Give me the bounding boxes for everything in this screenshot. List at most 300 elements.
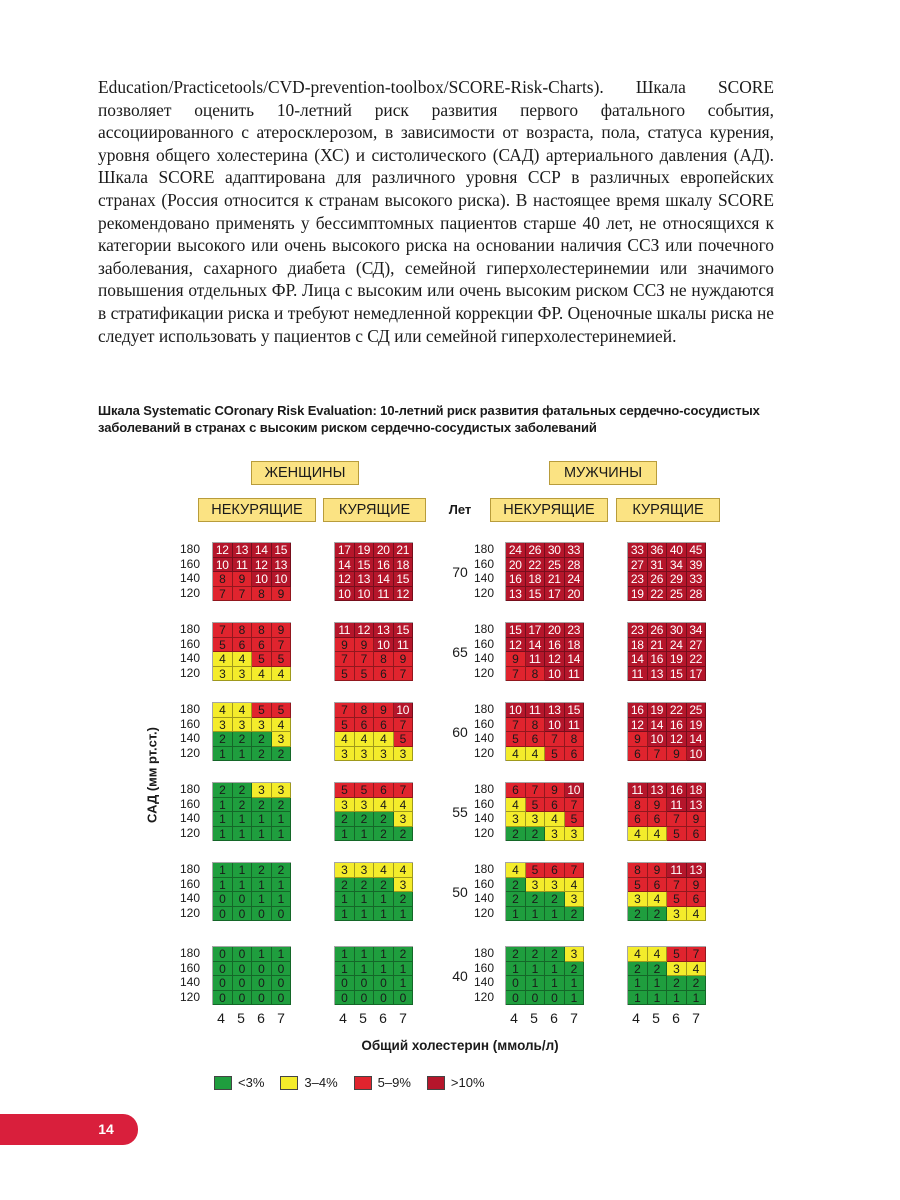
risk-cell: 4 [272,667,292,682]
risk-cell: 3 [394,812,414,827]
sbp-tick: 180 [179,542,200,556]
risk-cell: 1 [355,962,375,977]
sbp-tick: 140 [473,571,494,585]
figure-caption: Шкала Systematic COronary Risk Evaluation: 10-летний риск развития фатальных сердечно-сосудистых заболеваний в странах с высоким риском сердечно-сосудистых заболеваний [98,403,760,435]
risk-cell: 28 [565,558,585,573]
risk-cell: 7 [335,652,355,667]
risk-cell: 10 [335,587,355,602]
risk-cell: 18 [628,638,648,653]
sbp-tick: 140 [473,811,494,825]
risk-cell: 1 [335,962,355,977]
risk-cell: 8 [252,587,272,602]
sbp-tick: 180 [179,702,200,716]
risk-cell: 8 [213,572,233,587]
risk-cell: 11 [374,587,394,602]
age-label: 55 [452,804,468,820]
chol-tick: 6 [550,1010,558,1026]
risk-cell: 9 [233,572,253,587]
risk-cell: 1 [545,976,565,991]
risk-grid [212,622,291,681]
risk-cell: 1 [355,827,375,842]
risk-cell: 2 [506,947,526,962]
men-nonsmoking-label: НЕКУРЯЩИЕ [490,498,608,522]
risk-cell: 3 [272,732,292,747]
risk-cell: 0 [272,976,292,991]
risk-cell: 22 [687,652,707,667]
risk-cell: 4 [628,947,648,962]
risk-cell: 28 [687,587,707,602]
risk-cell: 5 [355,667,375,682]
risk-cell: 2 [355,878,375,893]
risk-cell: 2 [565,962,585,977]
risk-cell: 19 [648,703,668,718]
risk-cell: 2 [272,798,292,813]
risk-cell: 4 [374,863,394,878]
risk-cell: 6 [506,783,526,798]
risk-cell: 13 [355,572,375,587]
risk-cell: 22 [526,558,546,573]
risk-cell: 22 [667,703,687,718]
risk-cell: 0 [335,976,355,991]
sbp-tick: 140 [473,975,494,989]
risk-cell: 7 [667,812,687,827]
risk-cell: 13 [374,623,394,638]
risk-cell: 1 [335,947,355,962]
risk-cell: 21 [545,572,565,587]
risk-cell: 0 [355,976,375,991]
sbp-labels [172,782,200,840]
risk-cell: 17 [687,667,707,682]
risk-cell: 23 [565,623,585,638]
risk-cell: 11 [628,783,648,798]
risk-cell: 1 [335,907,355,922]
legend-label: <3% [238,1075,265,1090]
risk-cell: 9 [355,638,375,653]
risk-cell: 0 [233,892,253,907]
chol-ticks [626,1010,706,1026]
risk-cell: 15 [355,558,375,573]
risk-cell: 1 [213,812,233,827]
risk-cell: 1 [233,878,253,893]
sbp-tick: 140 [179,731,200,745]
risk-cell: 17 [526,623,546,638]
risk-cell: 10 [355,587,375,602]
risk-cell: 13 [648,667,668,682]
risk-cell: 0 [272,991,292,1006]
risk-cell: 0 [394,991,414,1006]
legend-swatch-green [214,1076,232,1090]
risk-cell: 2 [648,962,668,977]
risk-grid [627,946,706,1005]
risk-cell: 1 [394,907,414,922]
risk-cell: 8 [374,652,394,667]
chol-tick: 4 [339,1010,347,1026]
risk-cell: 3 [506,812,526,827]
risk-cell: 5 [272,703,292,718]
risk-cell: 0 [213,892,233,907]
risk-cell: 26 [526,543,546,558]
risk-cell: 0 [213,991,233,1006]
risk-cell: 8 [526,667,546,682]
risk-cell: 16 [506,572,526,587]
sbp-tick: 160 [179,556,200,571]
risk-cell: 9 [667,747,687,762]
risk-cell: 20 [506,558,526,573]
sbp-tick: 120 [179,825,200,840]
risk-cell: 4 [252,667,272,682]
risk-cell: 4 [374,732,394,747]
chol-tick: 4 [632,1010,640,1026]
legend-label: >10% [450,1075,485,1090]
risk-cell: 14 [648,718,668,733]
women-nonsmoking-label: НЕКУРЯЩИЕ [198,498,316,522]
risk-cell: 20 [565,587,585,602]
risk-cell: 24 [506,543,526,558]
risk-grid [627,782,706,841]
chol-axis-title: Общий холестерин (ммоль/л) [361,1038,559,1053]
risk-cell: 2 [213,732,233,747]
risk-cell: 2 [213,783,233,798]
risk-cell: 10 [648,732,668,747]
risk-cell: 4 [526,747,546,762]
risk-cell: 1 [374,947,394,962]
risk-cell: 14 [335,558,355,573]
risk-grid [212,782,291,841]
sbp-tick: 180 [473,622,494,636]
risk-cell: 4 [213,703,233,718]
risk-cell: 7 [394,667,414,682]
sbp-tick: 160 [473,636,494,651]
sbp-tick: 140 [179,811,200,825]
risk-cell: 16 [667,718,687,733]
risk-cell: 3 [545,827,565,842]
chol-tick: 6 [379,1010,387,1026]
risk-cell: 1 [648,991,668,1006]
risk-cell: 13 [272,558,292,573]
risk-grid [212,702,291,761]
risk-cell: 1 [213,863,233,878]
risk-cell: 3 [252,718,272,733]
risk-cell: 1 [648,976,668,991]
risk-cell: 34 [667,558,687,573]
risk-cell: 1 [272,827,292,842]
risk-cell: 15 [667,667,687,682]
risk-cell: 3 [252,783,272,798]
risk-cell: 1 [272,812,292,827]
risk-cell: 16 [648,652,668,667]
risk-cell: 23 [628,572,648,587]
risk-cell: 0 [335,991,355,1006]
risk-cell: 5 [526,863,546,878]
risk-cell: 2 [272,747,292,762]
risk-cell: 1 [213,798,233,813]
sbp-tick: 180 [179,622,200,636]
risk-cell: 1 [233,827,253,842]
risk-cell: 8 [628,798,648,813]
risk-cell: 1 [394,976,414,991]
risk-cell: 45 [687,543,707,558]
chol-tick: 5 [359,1010,367,1026]
risk-cell: 7 [335,703,355,718]
risk-cell: 2 [526,892,546,907]
risk-cell: 10 [565,783,585,798]
risk-cell: 14 [628,652,648,667]
risk-cell: 6 [545,863,565,878]
risk-cell: 8 [565,732,585,747]
risk-cell: 17 [335,543,355,558]
risk-cell: 2 [506,827,526,842]
risk-cell: 1 [565,976,585,991]
risk-cell: 5 [335,667,355,682]
chol-ticks [333,1010,413,1026]
risk-grid [212,946,291,1005]
sbp-tick: 140 [473,731,494,745]
risk-cell: 12 [213,543,233,558]
risk-cell: 9 [687,878,707,893]
risk-cell: 33 [687,572,707,587]
sbp-tick: 160 [179,636,200,651]
risk-cell: 5 [252,652,272,667]
risk-cell: 4 [374,798,394,813]
legend-item [354,1075,411,1090]
risk-cell: 2 [233,732,253,747]
risk-cell: 1 [545,907,565,922]
risk-cell: 26 [648,572,668,587]
risk-grid [212,542,291,601]
sbp-tick: 180 [473,782,494,796]
risk-cell: 0 [213,976,233,991]
risk-cell: 1 [374,907,394,922]
risk-cell: 6 [545,798,565,813]
risk-cell: 11 [526,652,546,667]
risk-cell: 0 [233,991,253,1006]
risk-cell: 10 [687,747,707,762]
risk-grid [334,946,413,1005]
risk-cell: 9 [374,703,394,718]
sbp-tick: 160 [179,876,200,891]
risk-cell: 6 [526,732,546,747]
risk-cell: 21 [394,543,414,558]
sbp-tick: 140 [473,651,494,665]
risk-cell: 2 [252,732,272,747]
risk-cell: 2 [526,827,546,842]
risk-cell: 3 [233,718,253,733]
risk-cell: 5 [506,732,526,747]
risk-cell: 0 [506,991,526,1006]
risk-cell: 10 [545,718,565,733]
age-header: Лет [448,502,472,517]
risk-cell: 4 [233,703,253,718]
risk-cell: 6 [233,638,253,653]
risk-cell: 10 [213,558,233,573]
risk-cell: 7 [648,747,668,762]
risk-cell: 5 [526,798,546,813]
risk-cell: 0 [233,907,253,922]
risk-cell: 3 [335,747,355,762]
risk-cell: 3 [335,863,355,878]
risk-grid [334,702,413,761]
legend-swatch-darkred [427,1076,445,1090]
risk-cell: 0 [252,991,272,1006]
risk-cell: 23 [628,623,648,638]
risk-grid [334,782,413,841]
risk-grid [505,862,584,921]
risk-cell: 4 [545,812,565,827]
risk-cell: 5 [213,638,233,653]
risk-cell: 7 [667,878,687,893]
risk-cell: 2 [565,907,585,922]
risk-cell: 17 [545,587,565,602]
risk-cell: 7 [213,623,233,638]
risk-cell: 6 [252,638,272,653]
chol-tick: 5 [652,1010,660,1026]
age-label: 70 [452,564,468,580]
risk-cell: 1 [565,991,585,1006]
risk-cell: 13 [233,543,253,558]
risk-cell: 5 [545,747,565,762]
risk-cell: 5 [667,827,687,842]
sbp-tick: 180 [473,702,494,716]
risk-cell: 0 [374,991,394,1006]
sbp-tick: 180 [179,862,200,876]
chol-tick: 4 [510,1010,518,1026]
risk-cell: 5 [565,812,585,827]
sbp-tick: 120 [473,905,494,920]
risk-cell: 7 [506,718,526,733]
risk-cell: 6 [374,667,394,682]
risk-cell: 29 [667,572,687,587]
risk-cell: 3 [355,798,375,813]
risk-cell: 0 [213,947,233,962]
sbp-tick: 180 [179,946,200,960]
risk-cell: 16 [374,558,394,573]
risk-cell: 2 [394,947,414,962]
risk-cell: 14 [374,572,394,587]
risk-cell: 9 [506,652,526,667]
risk-cell: 4 [394,863,414,878]
risk-cell: 1 [374,892,394,907]
risk-grid [334,542,413,601]
risk-cell: 24 [565,572,585,587]
risk-cell: 12 [394,587,414,602]
risk-cell: 4 [335,732,355,747]
risk-cell: 1 [213,827,233,842]
risk-cell: 2 [648,907,668,922]
risk-cell: 0 [213,907,233,922]
risk-cell: 1 [272,892,292,907]
risk-cell: 7 [545,732,565,747]
risk-cell: 11 [394,638,414,653]
sbp-tick: 120 [179,989,200,1004]
legend-item [280,1075,337,1090]
risk-cell: 26 [648,623,668,638]
risk-cell: 14 [565,652,585,667]
risk-grid [334,622,413,681]
risk-cell: 5 [335,783,355,798]
risk-cell: 12 [628,718,648,733]
risk-cell: 1 [272,878,292,893]
risk-cell: 27 [687,638,707,653]
legend-swatch-red [354,1076,372,1090]
sbp-tick: 120 [179,585,200,600]
risk-cell: 8 [628,863,648,878]
risk-cell: 2 [374,827,394,842]
legend-label: 5–9% [377,1075,411,1090]
legend-swatch-yellow [280,1076,298,1090]
sbp-tick: 180 [473,862,494,876]
risk-cell: 40 [667,543,687,558]
risk-cell: 7 [394,783,414,798]
risk-cell: 1 [374,962,394,977]
risk-cell: 10 [545,667,565,682]
risk-cell: 21 [648,638,668,653]
risk-cell: 19 [687,718,707,733]
risk-cell: 1 [506,962,526,977]
risk-cell: 0 [545,991,565,1006]
risk-cell: 3 [335,798,355,813]
sbp-tick: 160 [473,960,494,975]
age-label: 40 [452,968,468,984]
sbp-tick: 120 [179,905,200,920]
sbp-tick: 120 [473,585,494,600]
risk-cell: 0 [272,907,292,922]
risk-cell: 7 [687,947,707,962]
sbp-labels [172,702,200,760]
risk-cell: 34 [687,623,707,638]
risk-cell: 5 [667,892,687,907]
risk-cell: 16 [667,783,687,798]
risk-cell: 5 [252,703,272,718]
chol-tick: 4 [217,1010,225,1026]
risk-cell: 2 [667,976,687,991]
risk-cell: 3 [374,747,394,762]
risk-cell: 10 [252,572,272,587]
sbp-labels [172,946,200,1004]
risk-cell: 5 [355,783,375,798]
risk-cell: 2 [628,907,648,922]
risk-cell: 1 [335,892,355,907]
risk-cell: 3 [213,667,233,682]
risk-cell: 7 [526,783,546,798]
risk-cell: 1 [272,947,292,962]
risk-cell: 9 [648,798,668,813]
risk-cell: 1 [526,976,546,991]
risk-cell: 18 [565,638,585,653]
risk-cell: 15 [272,543,292,558]
risk-cell: 6 [648,812,668,827]
risk-cell: 25 [667,587,687,602]
risk-cell: 4 [628,827,648,842]
risk-cell: 2 [355,812,375,827]
risk-cell: 11 [667,863,687,878]
risk-grid [505,702,584,761]
risk-cell: 11 [667,798,687,813]
chol-tick: 6 [257,1010,265,1026]
risk-cell: 6 [648,878,668,893]
risk-cell: 1 [355,892,375,907]
risk-cell: 1 [252,827,272,842]
risk-cell: 3 [355,747,375,762]
risk-cell: 10 [272,572,292,587]
risk-cell: 8 [355,703,375,718]
risk-cell: 7 [565,798,585,813]
risk-cell: 13 [687,863,707,878]
sbp-labels [172,542,200,600]
risk-cell: 12 [545,652,565,667]
risk-cell: 16 [628,703,648,718]
risk-cell: 2 [628,962,648,977]
risk-cell: 2 [374,878,394,893]
